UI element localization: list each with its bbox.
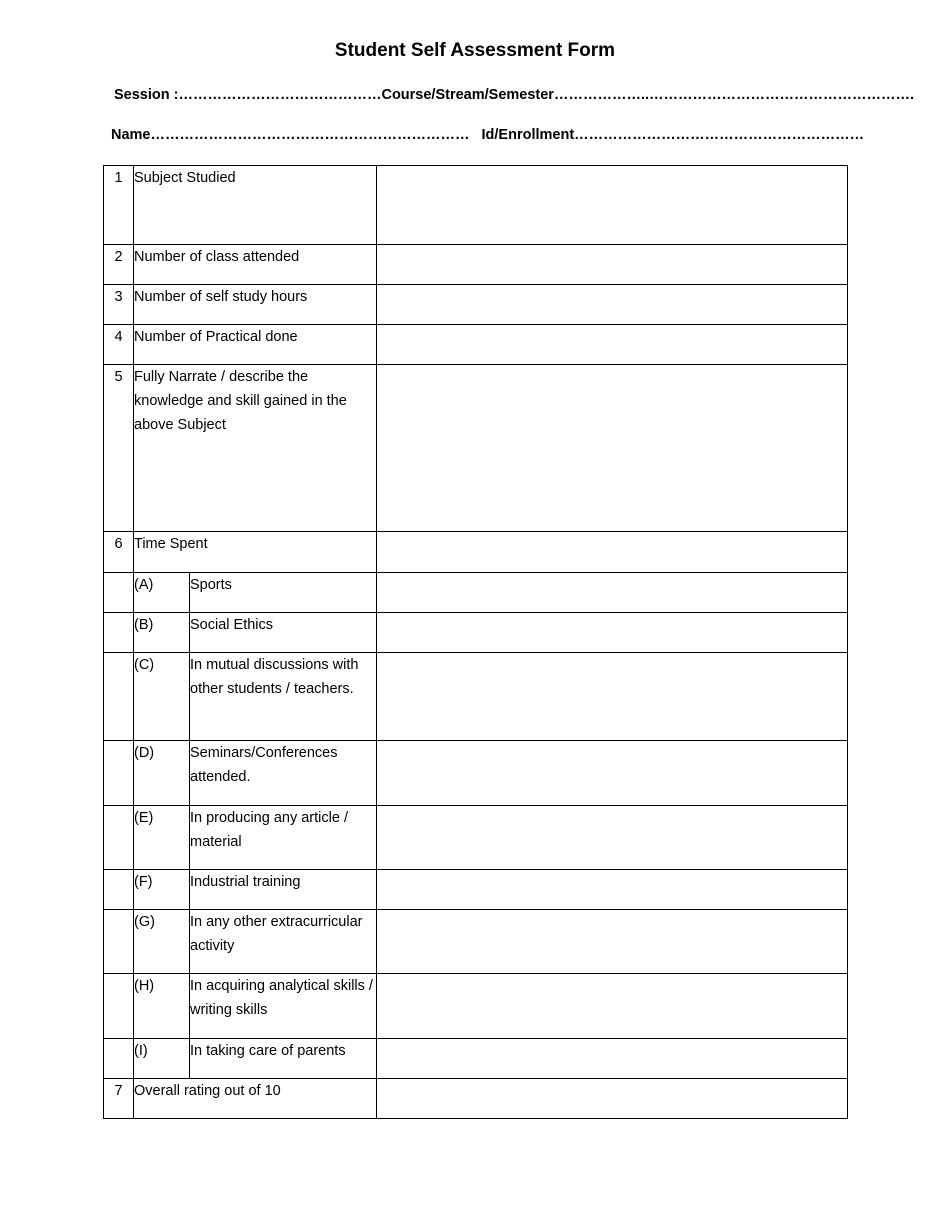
sub-item-label: Industrial training bbox=[190, 870, 377, 910]
answer-field-classes[interactable] bbox=[377, 245, 848, 285]
table-row bbox=[104, 741, 848, 806]
row-number: 7 bbox=[104, 1079, 134, 1119]
sub-item-letter: (G) bbox=[134, 910, 190, 974]
row-label: Subject Studied bbox=[134, 166, 377, 245]
course-label: Course/Stream/Semester bbox=[381, 87, 554, 103]
table-row bbox=[104, 806, 848, 870]
table-row bbox=[104, 613, 848, 653]
sub-item-label: Seminars/Conferences attended. bbox=[190, 741, 377, 806]
sub-item-letter: (I) bbox=[134, 1039, 190, 1079]
empty-cell bbox=[104, 573, 134, 613]
sub-item-label: In acquiring analytical skills / writing skills bbox=[190, 974, 377, 1039]
sub-item-letter: (A) bbox=[134, 573, 190, 613]
empty-cell bbox=[104, 974, 134, 1039]
table-row bbox=[104, 974, 848, 1039]
assessment-table bbox=[103, 165, 848, 1119]
empty-cell bbox=[104, 653, 134, 741]
name-id-line bbox=[111, 127, 864, 143]
sub-item-label: Social Ethics bbox=[190, 613, 377, 653]
table-row bbox=[104, 325, 848, 365]
empty-cell bbox=[104, 806, 134, 870]
answer-field-parents[interactable] bbox=[377, 1039, 848, 1079]
name-label: Name bbox=[111, 127, 151, 143]
sub-item-letter: (F) bbox=[134, 870, 190, 910]
row-label: Time Spent bbox=[134, 532, 377, 573]
empty-cell bbox=[104, 741, 134, 806]
row-number: 6 bbox=[104, 532, 134, 573]
table-row bbox=[104, 365, 848, 532]
answer-field-articles[interactable] bbox=[377, 806, 848, 870]
answer-field-practicals[interactable] bbox=[377, 325, 848, 365]
row-label: Number of self study hours bbox=[134, 285, 377, 325]
id-field[interactable]: …………………………………………………… bbox=[574, 127, 865, 143]
empty-cell bbox=[104, 613, 134, 653]
answer-field-analytical-skills[interactable] bbox=[377, 974, 848, 1039]
answer-field-sports[interactable] bbox=[377, 573, 848, 613]
sub-item-label: In mutual discussions with other students / teachers. bbox=[190, 653, 377, 741]
table-row bbox=[104, 1039, 848, 1079]
table-row bbox=[104, 910, 848, 974]
session-field[interactable]: …………………………………… bbox=[178, 87, 382, 103]
answer-field-extracurricular[interactable] bbox=[377, 910, 848, 974]
sub-item-label: In taking care of parents bbox=[190, 1039, 377, 1079]
row-number: 2 bbox=[104, 245, 134, 285]
course-field[interactable]: ………………..………………………………………………. bbox=[553, 87, 915, 103]
sub-item-letter: (D) bbox=[134, 741, 190, 806]
row-label: Fully Narrate / describe the knowledge and skill gained in the above Subject bbox=[134, 365, 377, 532]
sub-item-letter: (H) bbox=[134, 974, 190, 1039]
answer-field-social-ethics[interactable] bbox=[377, 613, 848, 653]
table-row bbox=[104, 285, 848, 325]
empty-cell bbox=[104, 910, 134, 974]
row-label: Overall rating out of 10 bbox=[134, 1079, 377, 1119]
table-row bbox=[104, 573, 848, 613]
session-label: Session : bbox=[114, 87, 179, 103]
answer-field-rating[interactable] bbox=[377, 1079, 848, 1119]
table-row bbox=[104, 1079, 848, 1119]
answer-field-study-hours[interactable] bbox=[377, 285, 848, 325]
id-label: Id/Enrollment bbox=[481, 127, 575, 143]
table-row bbox=[104, 166, 848, 245]
table-row bbox=[104, 653, 848, 741]
table-row bbox=[104, 245, 848, 285]
answer-field-narrative[interactable] bbox=[377, 365, 848, 532]
row-label: Number of class attended bbox=[134, 245, 377, 285]
answer-field-seminars[interactable] bbox=[377, 741, 848, 806]
name-field[interactable]: ………………………………………………………… bbox=[150, 127, 470, 143]
table-row bbox=[104, 532, 848, 573]
row-number: 1 bbox=[104, 166, 134, 245]
sub-item-label: In any other extracurricular activity bbox=[190, 910, 377, 974]
empty-cell bbox=[104, 870, 134, 910]
empty-cell bbox=[104, 1039, 134, 1079]
row-number: 3 bbox=[104, 285, 134, 325]
form-title: Student Self Assessment Form bbox=[334, 40, 616, 61]
row-label: Number of Practical done bbox=[134, 325, 377, 365]
sub-item-letter: (C) bbox=[134, 653, 190, 741]
sub-item-letter: (E) bbox=[134, 806, 190, 870]
sub-item-label: In producing any article / material bbox=[190, 806, 377, 870]
sub-item-letter: (B) bbox=[134, 613, 190, 653]
answer-field-time-spent[interactable] bbox=[377, 532, 848, 573]
row-number: 5 bbox=[104, 365, 134, 532]
answer-field-subject[interactable] bbox=[377, 166, 848, 245]
row-number: 4 bbox=[104, 325, 134, 365]
answer-field-industrial-training[interactable] bbox=[377, 870, 848, 910]
answer-field-discussions[interactable] bbox=[377, 653, 848, 741]
session-course-line bbox=[114, 87, 914, 103]
sub-item-label: Sports bbox=[190, 573, 377, 613]
table-row bbox=[104, 870, 848, 910]
